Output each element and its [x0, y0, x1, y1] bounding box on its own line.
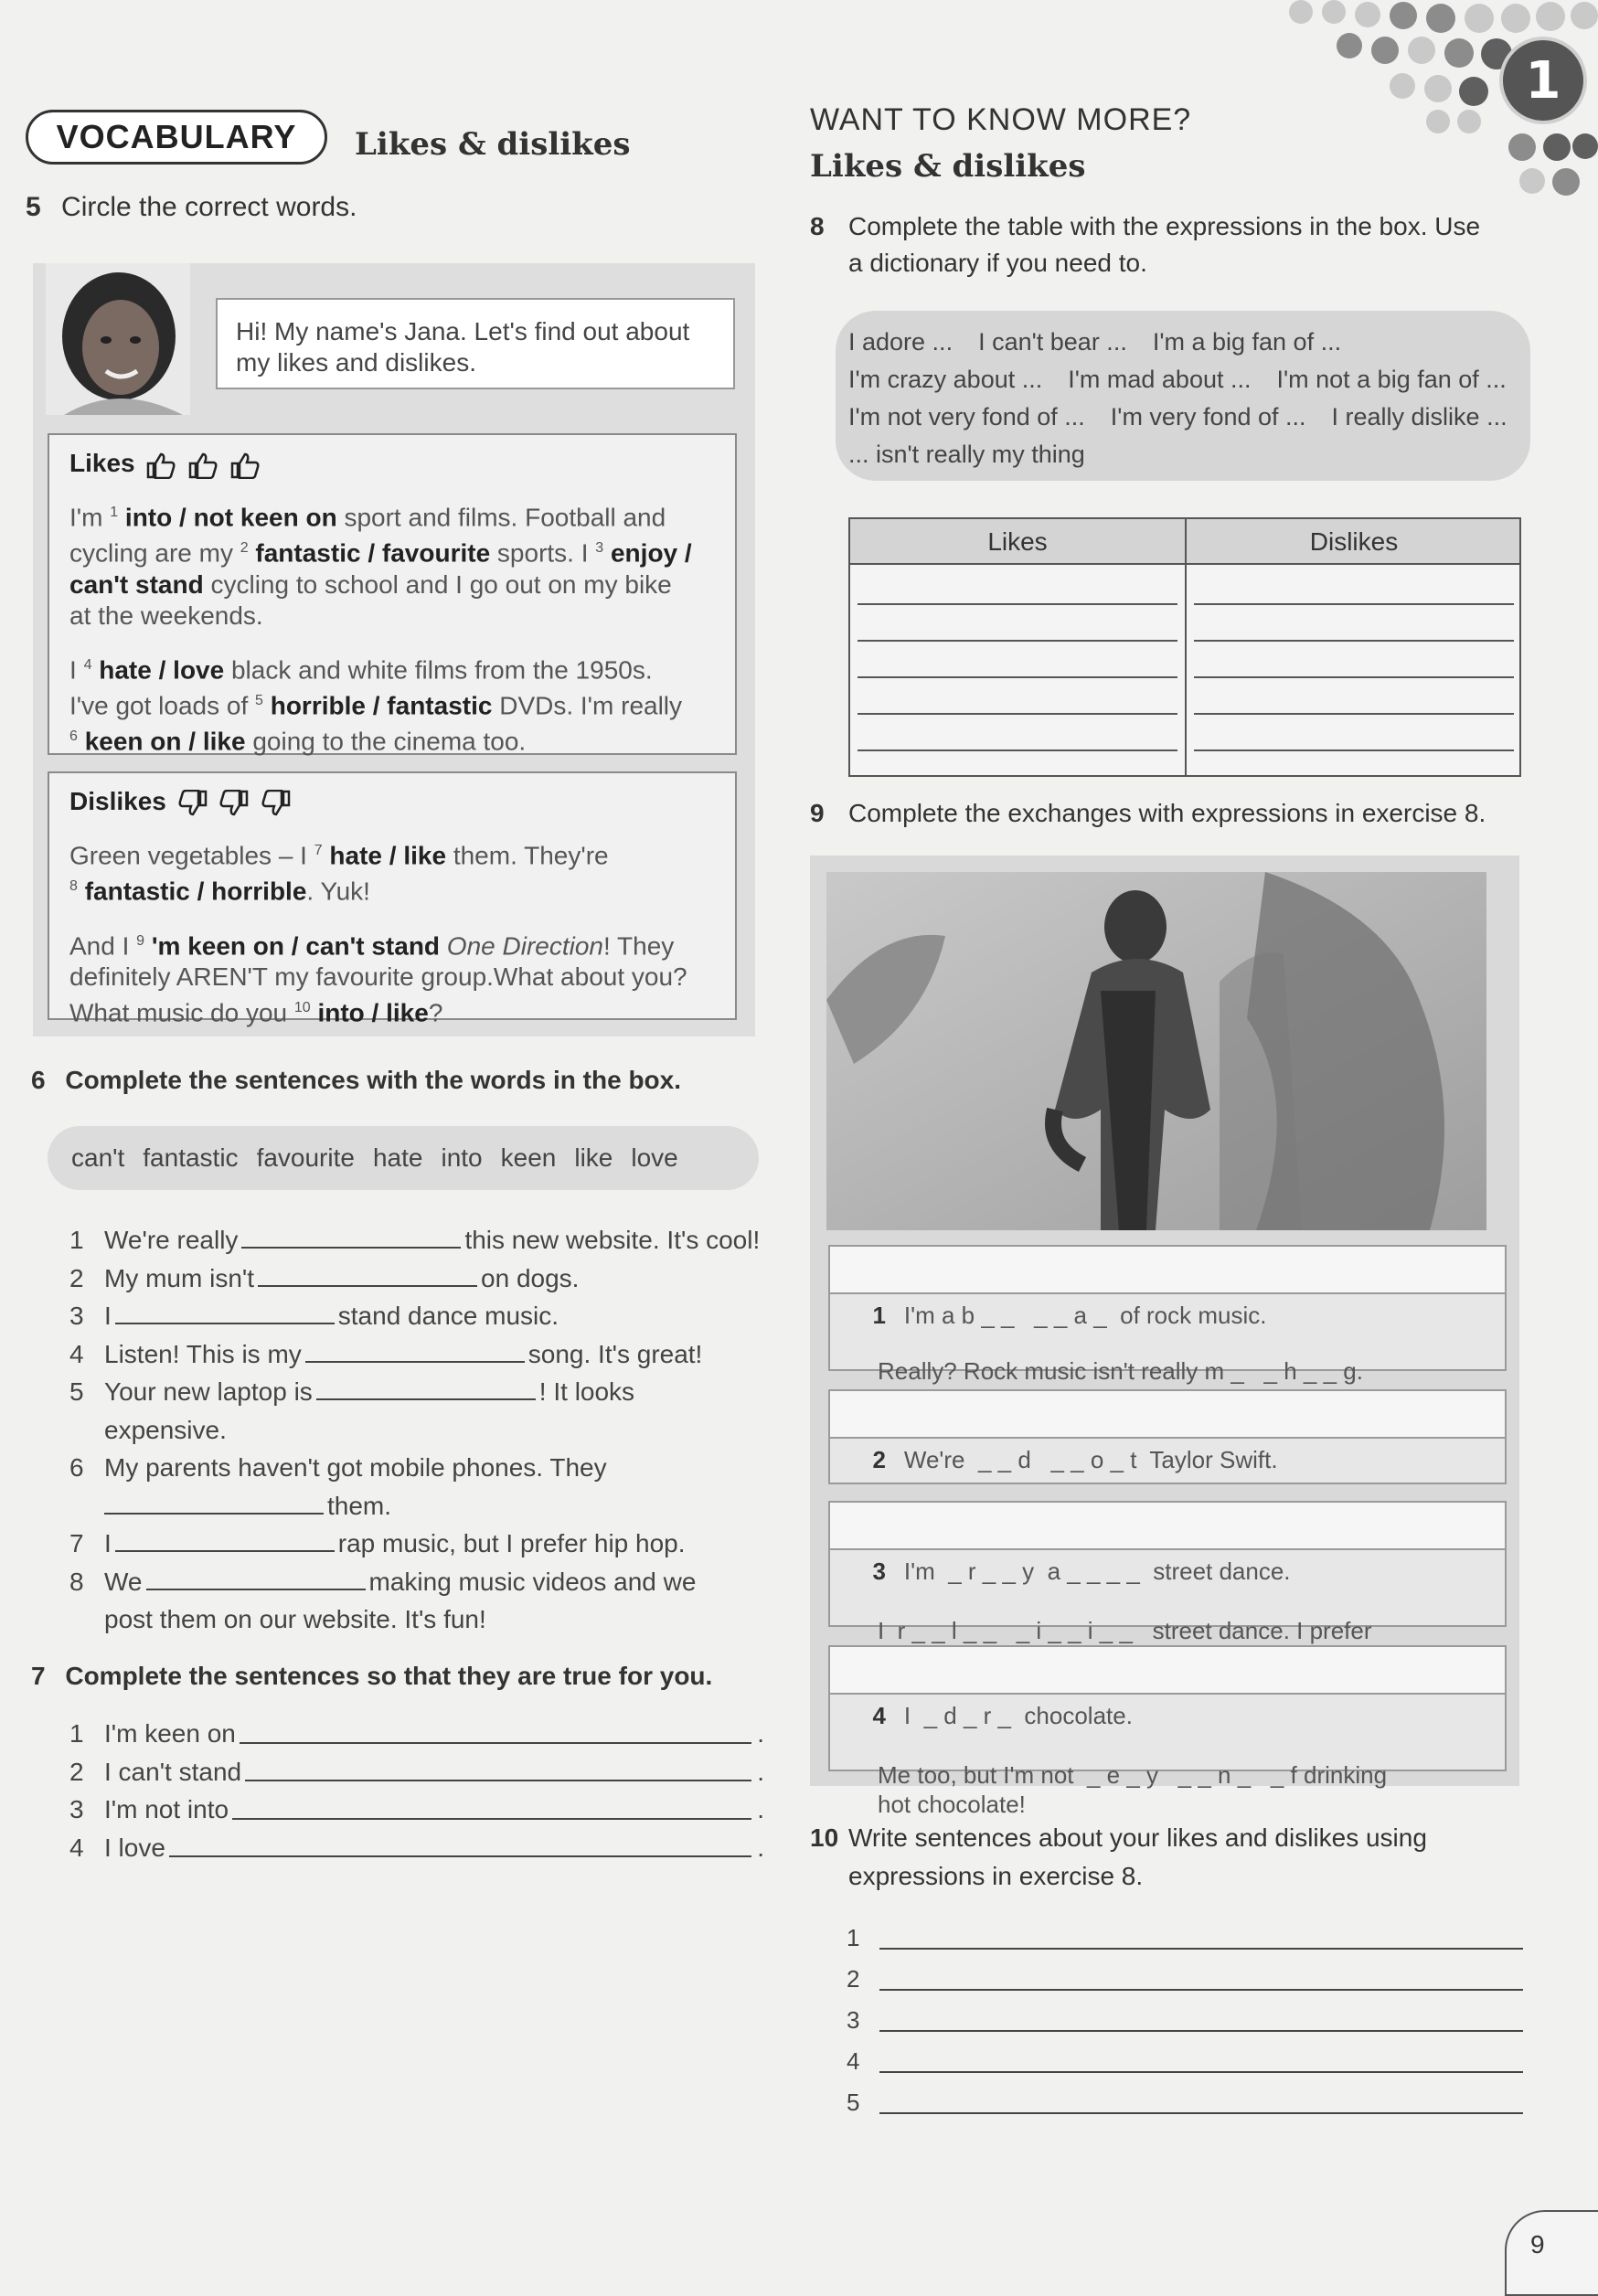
table-header-likes: Likes [987, 527, 1048, 556]
choice[interactable]: fantastic / favourite [255, 538, 491, 568]
table-answer-line[interactable] [1194, 676, 1514, 678]
ex10-instruction-1: Write sentences about your likes and dislikes using [848, 1823, 1427, 1852]
answer-blank[interactable] [879, 2082, 1523, 2114]
expression: I'm crazy about ... [848, 366, 1043, 393]
vocabulary-tag [26, 110, 327, 165]
dislikes-paragraph-1: Green vegetables – I $^7$ hate / like them. They're $^8$ fantastic / horrible. Yuk! [69, 841, 609, 906]
expression: I'm very fond of ... [1110, 403, 1306, 430]
list-item: 4 Listen! This is my song. It's great! [69, 1339, 703, 1368]
list-item: 5 Your new laptop is ! It looks [69, 1377, 635, 1406]
choice[interactable]: hate / love [99, 654, 225, 684]
thumbs-up-icon [187, 452, 218, 479]
wtkm-kicker: WANT TO KNOW MORE? [810, 102, 1192, 137]
list-item: 7 I rap music, but I prefer hip hop. [69, 1529, 686, 1557]
list-item: 2 My mum isn't on dogs. [69, 1263, 580, 1292]
ex5-heading [26, 192, 357, 223]
ex6-word-box [48, 1126, 759, 1190]
ex7-number: 7 [31, 1662, 46, 1690]
table-header-dislikes: Dislikes [1309, 527, 1399, 556]
exchange-line-a: 1 I'm a b _ _ _ _ a _ of rock music. [830, 1247, 1505, 1294]
word-chip: can't [71, 1143, 125, 1172]
page-number: 9 [1530, 2230, 1545, 2259]
table-answer-line[interactable] [1194, 640, 1514, 642]
answer-blank[interactable] [879, 2000, 1523, 2032]
ex7-instruction: Complete the sentences so that they are true for you. [65, 1662, 713, 1690]
choice[interactable]: can't stand [69, 569, 204, 599]
word-chip: like [574, 1143, 613, 1172]
expression: I'm a big fan of ... [1152, 328, 1342, 356]
likes-heading [69, 448, 715, 479]
table-answer-line[interactable] [858, 713, 1177, 715]
expression: ... isn't really my thing [848, 441, 1085, 468]
writing-line: 5 [847, 2082, 1523, 2123]
exchange-line-b: Really? Rock music isn't really m _ _ h _ _ g. [878, 1357, 1363, 1385]
list-item: 1 We're really this new website. It's cool! [69, 1226, 761, 1254]
thumbs-up-icon [229, 452, 261, 479]
list-item: 3 I'm not into . [69, 1791, 764, 1829]
table-answer-line[interactable] [858, 749, 1177, 751]
ex10-heading [810, 1819, 1541, 1896]
list-item: 6 My parents haven't got mobile phones. They [69, 1453, 607, 1482]
ex8-instruction-1: Complete the table with the expressions in the box. Use [848, 212, 1481, 240]
answer-blank[interactable] [104, 1513, 324, 1515]
avatar [46, 263, 190, 415]
exchange-box [828, 1389, 1507, 1484]
page-number-tab [1505, 2210, 1598, 2296]
answer-blank[interactable] [240, 1715, 751, 1744]
ex7-list [69, 1715, 764, 1866]
answer-blank[interactable] [115, 1323, 335, 1324]
choice[interactable]: into / not keen on [124, 503, 337, 532]
exchange-line-b: I r _ _ l _ _ _ i _ _ i _ _ street dance. I prefer [878, 1617, 1372, 1644]
choice[interactable]: hate / like [329, 841, 447, 870]
list-item-cont: post them on our website. It's fun! [104, 1605, 486, 1633]
answer-blank[interactable] [879, 1918, 1523, 1950]
writing-line: 2 [847, 1959, 1523, 2000]
answer-blank[interactable] [879, 1959, 1523, 1991]
ex5-instruction: Circle the correct words. [61, 192, 357, 222]
expression: I'm not very fond of ... [848, 403, 1085, 430]
dislikes-paragraph-2: And I $^9$ 'm keen on / can't stand One Direction! They definitely AREN'T my favourite group.What about you? What music do you $^{10}$ into / like? [69, 930, 687, 1027]
likes-box [48, 433, 737, 755]
word-chip: love [631, 1143, 678, 1172]
exchange-box [828, 1645, 1507, 1818]
word-chip: into [441, 1143, 483, 1172]
thumbs-up-icon [145, 452, 176, 479]
table-answer-line[interactable] [1194, 603, 1514, 605]
likes-label: Likes [69, 449, 135, 477]
list-item: 8 We making music videos and we [69, 1567, 697, 1596]
word-chip: favourite [256, 1143, 355, 1172]
answer-blank[interactable] [258, 1285, 477, 1287]
choice[interactable]: fantastic / horrible [84, 877, 307, 906]
vocabulary-tag-label: VOCABULARY [56, 118, 297, 155]
ex9-number: 9 [810, 799, 825, 827]
expression: I adore ... [848, 328, 953, 356]
choice[interactable]: enjoy / [610, 538, 692, 568]
choice[interactable]: into / like [317, 998, 429, 1027]
writing-line: 3 [847, 2000, 1523, 2041]
likes-dislikes-table [848, 517, 1521, 777]
list-item-cont: them. [69, 1487, 764, 1525]
ex8-expression-box [836, 311, 1530, 481]
speech-line-2: my likes and dislikes. [236, 348, 476, 377]
ex6-number: 6 [31, 1066, 46, 1094]
answer-blank[interactable] [305, 1361, 525, 1363]
ex8-heading [810, 208, 1541, 282]
expression: I'm mad about ... [1068, 366, 1252, 393]
exchange-line-a: 3 I'm _ r _ _ y a _ _ _ _ street dance. [830, 1503, 1505, 1550]
ex10-number: 10 [810, 1823, 839, 1852]
ex5-number: 5 [26, 192, 41, 222]
table-answer-line[interactable] [858, 640, 1177, 642]
choice[interactable]: keen on / like [84, 727, 246, 756]
singer-photo [826, 872, 1486, 1230]
thumbs-down-icon [177, 790, 208, 817]
answer-blank[interactable] [232, 1791, 751, 1820]
answer-blank[interactable] [241, 1247, 461, 1249]
exchange-box [828, 1501, 1507, 1644]
choice[interactable]: 'm keen on / can't stand [151, 930, 441, 960]
thumbs-down-icon [261, 790, 292, 817]
expression: I can't bear ... [978, 328, 1127, 356]
expression: I really dislike ... [1331, 403, 1507, 430]
thumbs-down-icon [218, 790, 250, 817]
vocabulary-title: Likes & dislikes [355, 126, 631, 163]
ex8-instruction-2: a dictionary if you need to. [848, 249, 1147, 277]
ex6-heading [31, 1066, 681, 1095]
ex6-list [69, 1221, 764, 1639]
exchange-box [828, 1245, 1507, 1385]
ex9-instruction: Complete the exchanges with expressions in exercise 8. [848, 799, 1486, 827]
table-answer-line[interactable] [1194, 713, 1514, 715]
ex9-heading [810, 799, 1486, 828]
exchange-line-a: 4 I _ d _ r _ chocolate. [830, 1647, 1505, 1695]
dislikes-box [48, 771, 737, 1027]
choice[interactable]: horrible / fantastic [270, 691, 493, 720]
ex8-number: 8 [810, 212, 825, 240]
table-answer-line[interactable] [858, 603, 1177, 605]
likes-paragraph-1: I'm $^1$ into / not keen on sport and films. Football and cycling are my $^2$ fantastic / favourite sports. I $^3$ enjoy / can't stand cycling to school and I go out on my bike at the weekends. [69, 503, 692, 630]
answer-blank[interactable] [115, 1550, 335, 1552]
unit-number: 1 [1525, 50, 1561, 111]
answer-blank[interactable] [146, 1589, 366, 1590]
exchange-line-b: Me too, but I'm not _ e _ y _ _ n _ _ f drinking hot chocolate! [878, 1761, 1388, 1818]
wtkm-title: Likes & dislikes [810, 148, 1086, 185]
answer-blank[interactable] [245, 1753, 751, 1782]
table-answer-line[interactable] [858, 676, 1177, 678]
list-item: 3 I stand dance music. [69, 1302, 559, 1330]
list-item-cont: expensive. [104, 1415, 227, 1444]
likes-paragraph-2: I $^4$ hate / love black and white films from the 1950s. I've got loads of $^5$ horrible / fantastic DVDs. I'm really $^6$ keen on / like going to the cinema too. [69, 654, 683, 756]
expression: I'm not a big fan of ... [1276, 366, 1507, 393]
ex6-instruction: Complete the sentences with the words in the box. [65, 1066, 682, 1094]
list-item: 1 I'm keen on . [69, 1715, 764, 1753]
speech-bubble [216, 298, 735, 389]
exchange-line-a: 2 We're _ _ d _ _ o _ t Taylor Swift. [830, 1391, 1505, 1439]
ex10-lines [847, 1918, 1523, 2123]
speech-line-1: Hi! My name's Jana. Let's find out about [236, 317, 690, 345]
word-chip: hate [372, 1143, 423, 1172]
answer-blank[interactable] [316, 1398, 536, 1400]
writing-line: 1 [847, 1918, 1523, 1959]
list-item: 4 I love . [69, 1829, 764, 1867]
dislikes-label: Dislikes [69, 787, 166, 815]
list-item: 2 I can't stand . [69, 1753, 764, 1791]
word-chip: fantastic [143, 1143, 239, 1172]
dislikes-heading [69, 786, 715, 817]
ex10-instruction-2: expressions in exercise 8. [848, 1862, 1144, 1890]
word-chip: keen [500, 1143, 557, 1172]
writing-line: 4 [847, 2041, 1523, 2082]
table-answer-line[interactable] [1194, 749, 1514, 751]
ex7-heading [31, 1662, 712, 1691]
answer-blank[interactable] [169, 1829, 751, 1858]
unit-badge [1499, 37, 1587, 124]
answer-blank[interactable] [879, 2041, 1523, 2073]
